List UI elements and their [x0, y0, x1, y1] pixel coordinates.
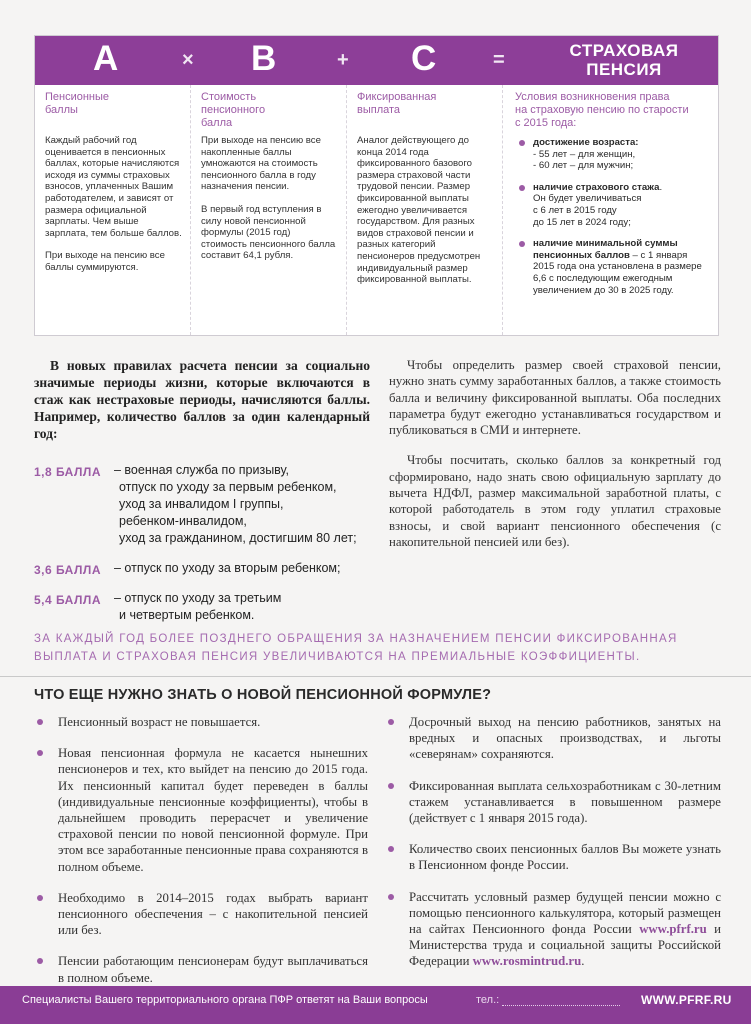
- rosmintrud-link[interactable]: www.rosmintrud.ru: [472, 954, 582, 969]
- column-a-heading: [45, 91, 182, 135]
- condition-tail: .: [659, 181, 663, 193]
- column-a-heading-line: Пенсионные: [45, 91, 110, 103]
- faq-item: Пенсионный возраст не повышается.: [34, 714, 368, 730]
- calculation-explanation: [389, 357, 721, 564]
- condition-line: до 15 лет в 2024 году;: [533, 216, 631, 228]
- points-items: [114, 590, 281, 624]
- plus-sign: +: [337, 49, 349, 71]
- column-fixed-payment: [346, 85, 502, 335]
- faq-heading: ЧТО ЕЩЕ НУЖНО ЗНАТЬ О НОВОЙ ПЕНСИОННОЙ ФОРМУЛЕ?: [34, 687, 492, 703]
- condition-item-experience: [515, 182, 710, 228]
- column-c-heading: [357, 91, 494, 135]
- formula-result: [541, 41, 707, 79]
- column-point-cost: [190, 85, 346, 335]
- faq-right-list: [385, 714, 721, 985]
- faq-item: Фиксированная выплата сельхозработникам с 30-летним стажем устанавливается в повышенном размере (действует с 1 января 2015 года).: [385, 778, 721, 827]
- column-b-heading-line: пенсионного: [201, 104, 266, 116]
- pfrf-link[interactable]: www.pfrf.ru: [639, 922, 707, 937]
- points-row: [34, 462, 370, 547]
- social-periods-intro: В новых правилах расчета пенсии за социально значимые периоды жизни, которые включаются в стаж как нестраховые периоды, начисляются баллы. Например, количество баллов за один календарный год:: [34, 358, 370, 441]
- pension-formula-table: [34, 35, 719, 336]
- condition-title: достижение возраста:: [533, 137, 639, 148]
- points-list: [34, 462, 370, 624]
- column-b-paragraph: При выходе на пенсию все накопленные баллы умножаются на стоимость пенсионного балла в году назначения пенсии.: [201, 135, 321, 193]
- points-label: 1,8 БАЛЛА: [34, 465, 102, 479]
- bonus-coefficient-note: ЗА КАЖДЫЙ ГОД БОЛЕЕ ПОЗДНЕГО ОБРАЩЕНИЯ ЗА НАЗНАЧЕНИЕМ ПЕНСИИ ФИКСИРОВАННАЯ ВЫПЛАТА И СТРАХОВАЯ ПЕНСИЯ УВЕЛИЧИВАЮТСЯ НА ПРЕМИАЛЬНЫЕ КОЭФФИЦИЕНТЫ.: [34, 633, 678, 663]
- column-b-paragraph: В первый год вступления в силу новой пенсионной формулы (2015 год) стоимость пенсионного балла составит 64,1 рубля.: [201, 203, 336, 262]
- result-line-2: ПЕНСИЯ: [586, 60, 662, 79]
- points-item: – отпуск по уходу за вторым ребенком;: [114, 561, 341, 575]
- column-d-heading: [515, 91, 710, 135]
- condition-title: наличие страхового стажа: [533, 181, 660, 193]
- column-b-heading-line: Стоимость: [201, 91, 257, 103]
- points-item: уход за гражданином, достигшим 80 лет;: [119, 531, 357, 545]
- faq-left-list: [34, 714, 368, 1001]
- explanation-paragraph: Чтобы посчитать, сколько баллов за конкретный год сформировано, надо знать свою официальную зарплату до вычета НДФЛ, размер максимальной заработной платы, с которой работодатель в этом году уплатил страховые взносы, и свой вариант пенсионного обеспечения (с накопительной пенсией или без).: [389, 453, 721, 549]
- column-d-heading-line: Условия возникновения права: [515, 91, 670, 103]
- points-row: [34, 590, 370, 624]
- column-b-heading-line: балла: [201, 117, 233, 129]
- multiply-sign: ×: [182, 49, 194, 71]
- condition-line: - 55 лет – для женщин,: [533, 148, 636, 160]
- formula-letter-b: B: [251, 39, 278, 78]
- faq-item: Новая пенсионная формула не касается нынешних пенсионеров и тех, кто выйдет на пенсию до 2015 года. Их пенсионный капитал будет переведен в баллы (индивидуальные пенсионные коэффициенты), чтобы в дальнейшем проводить перерасчет и увеличение страховой пенсии по новой пенсионной формуле. При этом все заработанные пенсионные права сохраняются в полном объеме.: [34, 745, 368, 875]
- faq-item: Необходимо в 2014–2015 годах выбрать вариант пенсионного обеспечения – с накопительной пенсией или без.: [34, 890, 368, 939]
- conditions-list: [515, 137, 710, 296]
- formula-header-bar: [35, 36, 718, 85]
- faq-item: Пенсии работающим пенсионерам будут выплачиваться в полном объеме.: [34, 953, 368, 985]
- column-c-body: [357, 135, 494, 286]
- points-item: и четвертым ребенком.: [119, 608, 255, 622]
- points-item: отпуск по уходу за первым ребенком,: [119, 480, 337, 494]
- calc-text: и Министерства труда и социальной защиты Российской Федерации: [409, 922, 721, 969]
- column-d-heading-line: на страховую пенсию по старости: [515, 104, 689, 116]
- footer-bar: [0, 986, 751, 1024]
- condition-tail: – с 1 января 2015 года она установлена в размере 6,6 с последующим ежегодным увеличением до 30 в 2025 году.: [533, 249, 702, 296]
- points-item: – отпуск по уходу за третьим: [114, 591, 282, 605]
- formula-letter-a: A: [93, 39, 120, 78]
- column-b-body: [201, 135, 338, 262]
- column-c-heading-line: выплата: [357, 104, 401, 116]
- points-item: – военная служба по призыву,: [114, 463, 290, 477]
- condition-item-points: [515, 238, 710, 296]
- condition-line: с 6 лет в 2015 году: [533, 204, 617, 216]
- column-d-heading-line: с 2015 года:: [515, 117, 577, 129]
- column-pension-points: [35, 85, 190, 335]
- column-a-body: [45, 135, 182, 274]
- condition-line: - 60 лет – для мужчин;: [533, 160, 634, 172]
- points-label: 5,4 БАЛЛА: [34, 593, 102, 607]
- faq-item: Досрочный выход на пенсию работников, занятых на вредных и опасных производствах, и льготы «северянам» сохраняются.: [385, 714, 721, 763]
- points-items: [114, 560, 340, 577]
- footer-text: Специалисты Вашего территориального органа ПФР ответят на Ваши вопросы: [22, 994, 428, 1006]
- condition-title: наличие минимальной суммы пенсионных баллов: [533, 238, 678, 261]
- result-line-1: СТРАХОВАЯ: [569, 41, 679, 60]
- equals-sign: =: [493, 49, 505, 71]
- column-a-paragraph: Каждый рабочий год оценивается в пенсионных баллах, которые начисляются исходя из суммы страховых взносов, уплаченных Вашим работодателем, и зависят от размера официальной зарплаты. Чем выше зарплата, тем больше баллов.: [45, 135, 182, 239]
- social-periods-section: [34, 357, 370, 637]
- column-c-heading-line: Фиксированная: [357, 91, 437, 103]
- formula-letter-c: C: [411, 39, 438, 78]
- points-item: ребенком-инвалидом,: [119, 514, 247, 528]
- faq-item: Количество своих пенсионных баллов Вы можете узнать в Пенсионном фонде России.: [385, 841, 721, 873]
- section-divider: [0, 676, 751, 677]
- column-a-heading-line: баллы: [45, 104, 78, 116]
- points-label: 3,6 БАЛЛА: [34, 563, 102, 577]
- points-item: уход за инвалидом I группы,: [119, 497, 284, 511]
- phone-blank-line: [502, 1005, 620, 1006]
- column-c-paragraph: Аналог действующего до конца 2014 года фиксированного базового размера страховой части трудовой пенсии. Размер фиксированной выплаты ежегодно увеличивается государством. Для разных видов страховой пенсии и разных категорий пенсионеров предусмотрен индивидуальный размер фиксированной выплаты.: [357, 135, 481, 286]
- faq-item-calculator: [385, 889, 721, 970]
- calc-text: Рассчитать условный размер будущей пенсии можно с помощью пенсионного калькулятора, который размещен на сайтах Пенсионного фонда России: [409, 889, 721, 937]
- footer-website-link[interactable]: WWW.PFRF.RU: [641, 993, 732, 1007]
- column-eligibility-conditions: [502, 85, 718, 335]
- points-items: [114, 462, 357, 547]
- explanation-paragraph: Чтобы определить размер своей страховой пенсии, нужно знать сумму заработанных баллов, а также стоимость балла и величину фиксированной выплаты. Оба последних параметра будут ежегодно устанавливаться государством и публиковаться в СМИ и интернете.: [389, 358, 721, 438]
- points-row: [34, 560, 370, 577]
- column-a-paragraph: При выходе на пенсию все баллы суммируются.: [45, 250, 165, 273]
- footer-tel-label: тел.:: [476, 994, 500, 1006]
- condition-item-age: [515, 137, 710, 172]
- column-b-heading: [201, 91, 338, 135]
- condition-line: Он будет увеличиваться: [533, 193, 642, 205]
- calc-text: .: [581, 954, 585, 969]
